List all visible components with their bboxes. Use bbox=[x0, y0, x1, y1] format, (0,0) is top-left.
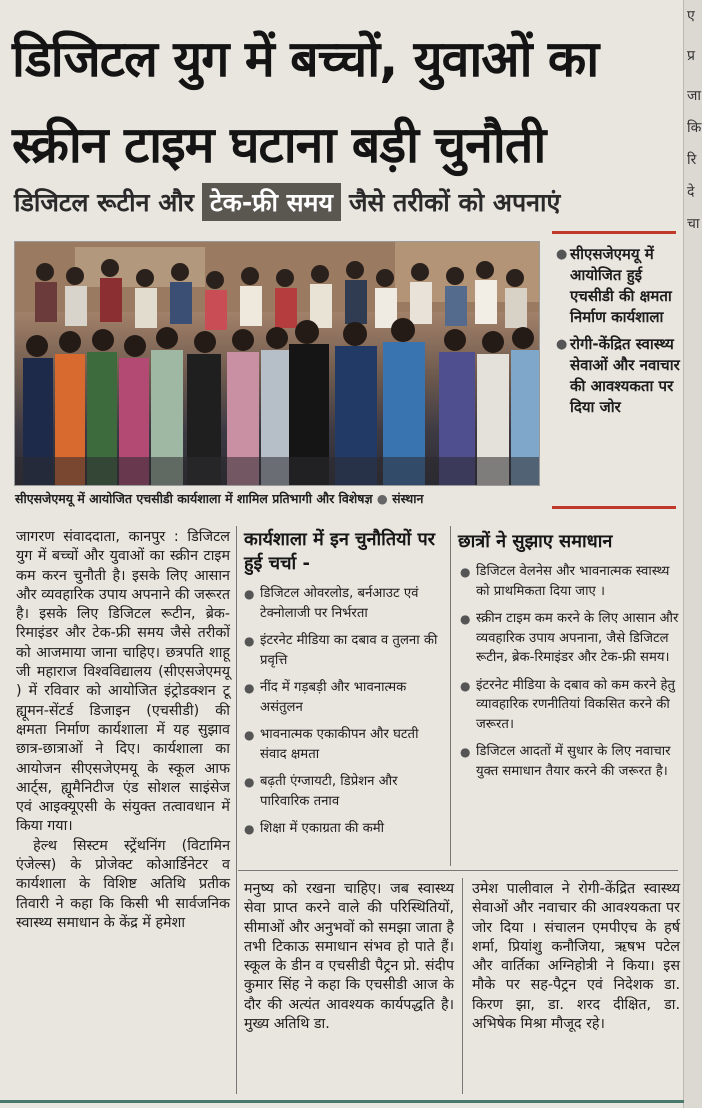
challenge-item bbox=[244, 772, 444, 811]
strip-glyph: कि bbox=[687, 120, 702, 136]
article-column-2: मनुष्य को रखना चाहिए। जब स्वास्थ्य सेवा प्राप्त करने वाले की परिस्थितियों, सीमाओं और अनुभवों को समझा जाता है तभी टिकाऊ समाधान संभव हो पाते हैं। स्कूल के डीन व एचसीडी पैट्रन प्रो. संदीप कुमार सिंह ने कहा कि एचसीडी आज के दौर की अत्यंत आवश्यक कार्यपद्धति है। मुख्य अतिथि डा. bbox=[244, 881, 454, 1033]
challenge-text: शिक्षा में एकाग्रता की कमी bbox=[260, 821, 385, 836]
side-highlights bbox=[556, 244, 680, 424]
box-bottom-rule bbox=[238, 870, 678, 871]
side-highlight-text: सीएसजेएमयू में आयोजित हुई एचसीडी की क्षमता निर्माण कार्यशाला bbox=[570, 245, 672, 326]
challenge-text: इंटरनेट मीडिया का दबाव व तुलना की प्रवृत्ति bbox=[260, 633, 438, 668]
strip-glyph: जा bbox=[687, 88, 702, 104]
challenges-list bbox=[244, 584, 444, 848]
solutions-list bbox=[460, 562, 682, 789]
bullet-icon: ● bbox=[556, 337, 568, 352]
article-paragraph: जागरण संवाददाता, कानपुर : डिजिटल युग में बच्चों और युवाओं का स्क्रीन टाइम कम करन चुनौती है। इसके लिए आसान और व्यवहारिक उपाय अपनाने की जरूरत है। इसके लिए डिजिटल रूटीन, ब्रेक-रिमाइंडर और टेक-फ्री समय जैसे तरीकों को आजमाया जाना चाहिए। छत्रपति शाहू जी महाराज विश्वविद्यालय (सीएसजेएमयू ) में रविवार को आयोजित इंट्रोडक्शन टू ह्यूमन-सेंटर्ड डिजाइन (एचसीडी) की क्षमता निर्माण कार्यशाला में यह सुझाव छात्र-छात्राओं ने दिए। कार्यशाला का आयोजन सीएसजेएमयू के स्कूल आफ आर्ट्स, ह्यूमैनिटीज एंड सोशल साइंसेज एवं आइक्यूएसी के संयुक्त तत्वावधान में किया गया। bbox=[16, 529, 230, 835]
strip-glyph: प्र bbox=[687, 48, 695, 64]
challenge-text: भावनात्मक एकाकीपन और घटती संवाद क्षमता bbox=[260, 727, 419, 762]
subheadline bbox=[14, 183, 560, 221]
challenge-item bbox=[244, 819, 444, 840]
solution-text: इंटरनेट मीडिया के दबाव को कम करने हेतु व्यावहारिक रणनीतियां विकसित करने की जरूरत। bbox=[476, 677, 675, 732]
side-highlight-item bbox=[556, 334, 680, 418]
challenge-text: डिजिटल ओवरलोड, बर्नआउट एवं टेक्नोलाजी पर निर्भरता bbox=[260, 586, 419, 621]
solution-item bbox=[460, 562, 682, 601]
solution-item bbox=[460, 609, 682, 668]
solution-text: डिजिटल वेलनेस और भावनात्मक स्वास्थ्य को प्राथमिकता दिया जाए । bbox=[476, 564, 670, 599]
challenge-item bbox=[244, 725, 444, 764]
solutions-title: छात्रों ने सुझाए समाधान bbox=[458, 531, 613, 552]
subhead-after: जैसे तरीकों को अपनाएं bbox=[349, 188, 561, 217]
strip-glyph: रि bbox=[687, 152, 697, 168]
headline-line-1: डिजिटल युग में बच्चों, युवाओं का bbox=[12, 30, 599, 88]
solution-text: स्क्रीन टाइम कम करने के लिए आसान और व्यवहारिक उपाय अपनाना, जैसे डिजिटल रूटीन, ब्रेक-रिमाइंडर और टेक-फ्री समय। bbox=[476, 611, 679, 665]
challenge-item bbox=[244, 678, 444, 717]
bullet-icon: ● bbox=[244, 775, 255, 789]
column-divider bbox=[462, 878, 463, 1094]
red-rule-bottom bbox=[552, 506, 676, 509]
challenges-title: कार्यशाला में इन चुनौतियों पर हुई चर्चा - bbox=[244, 529, 436, 574]
strip-glyph: ए bbox=[687, 8, 695, 24]
bullet-icon: ● bbox=[460, 678, 471, 693]
challenge-item bbox=[244, 631, 444, 670]
caption-credit: संस्थान bbox=[392, 491, 424, 506]
solution-item bbox=[460, 676, 682, 735]
bullet-icon: ● bbox=[244, 822, 255, 836]
caption-text: सीएसजेएमयू में आयोजित एचसीडी कार्यशाला में शामिल प्रतिभागी और विशेषज्ञ bbox=[15, 491, 373, 506]
challenge-item bbox=[244, 584, 444, 623]
photo-caption bbox=[15, 490, 555, 507]
headline bbox=[12, 16, 676, 188]
page-bottom-rule bbox=[0, 1100, 684, 1103]
solution-text: डिजिटल आदतों में सुधार के लिए नवाचार युक्त समाधान तैयार करने की जरूरत है। bbox=[476, 744, 671, 779]
bullet-icon: ● bbox=[376, 491, 388, 506]
strip-glyph: दे bbox=[687, 184, 695, 200]
side-highlight-item bbox=[556, 244, 680, 328]
column-divider bbox=[236, 526, 237, 1094]
group-photo-illustration bbox=[15, 242, 539, 485]
solution-item bbox=[460, 742, 682, 781]
article-column-1 bbox=[16, 528, 230, 933]
side-highlight-text: रोगी-केंद्रित स्वास्थ्य सेवाओं और नवाचार की आवश्यकता पर दिया जोर bbox=[570, 335, 680, 416]
strip-glyph: चा bbox=[687, 216, 700, 232]
adjacent-column-strip bbox=[683, 0, 702, 1108]
bullet-icon: ● bbox=[460, 565, 471, 579]
bullet-icon: ● bbox=[244, 634, 255, 648]
challenge-text: बढ़ती एंग्जायटी, डिप्रेशन और पारिवारिक तनाव bbox=[260, 774, 398, 809]
article-paragraph: हेल्थ सिस्टम स्ट्रेंथनिंग (विटामिन एंजेल्स) के प्रोजेक्ट कोआर्डिनेटर व कार्यशाला के विशिष्ट अतिथि प्रतीक तिवारी ने कहा कि किसी भी सार्वजनिक स्वास्थ्य समाधान के केंद्र में हमेशा bbox=[16, 837, 230, 931]
bullet-icon: ● bbox=[460, 612, 471, 626]
bullet-icon: ● bbox=[244, 587, 255, 601]
red-rule-top bbox=[552, 231, 676, 234]
column-divider bbox=[450, 526, 451, 866]
bullet-icon: ● bbox=[244, 681, 255, 695]
bullet-icon: ● bbox=[556, 247, 568, 262]
challenge-text: नींद में गड़बड़ी और भावनात्मक असंतुलन bbox=[260, 680, 407, 715]
bullet-icon: ● bbox=[460, 745, 471, 759]
article-column-3: उमेश पालीवाल ने रोगी-केंद्रित स्वास्थ्य सेवाओं और नवाचार की आवश्यकता पर जोर दिया । संचालन एमपीएच के हर्ष शर्मा, प्रियांशु कनौजिया, ऋषभ पटेल और वार्तिका अग्निहोत्री ने किया। इस मौके पर सह-पैट्रन एवं निदेशक डा. किरण झा, डा. शरद दीक्षित, डा. अभिषेक मिश्रा मौजूद रहे। bbox=[472, 881, 680, 1033]
subhead-highlight: टेक-फ्री समय bbox=[202, 183, 341, 221]
subhead-before: डिजिटल रूटीन और bbox=[14, 188, 195, 217]
group-photo bbox=[14, 241, 540, 486]
headline-line-2: स्क्रीन टाइम घटाना बड़ी चुनौती bbox=[12, 116, 546, 174]
bullet-icon: ● bbox=[244, 728, 255, 742]
